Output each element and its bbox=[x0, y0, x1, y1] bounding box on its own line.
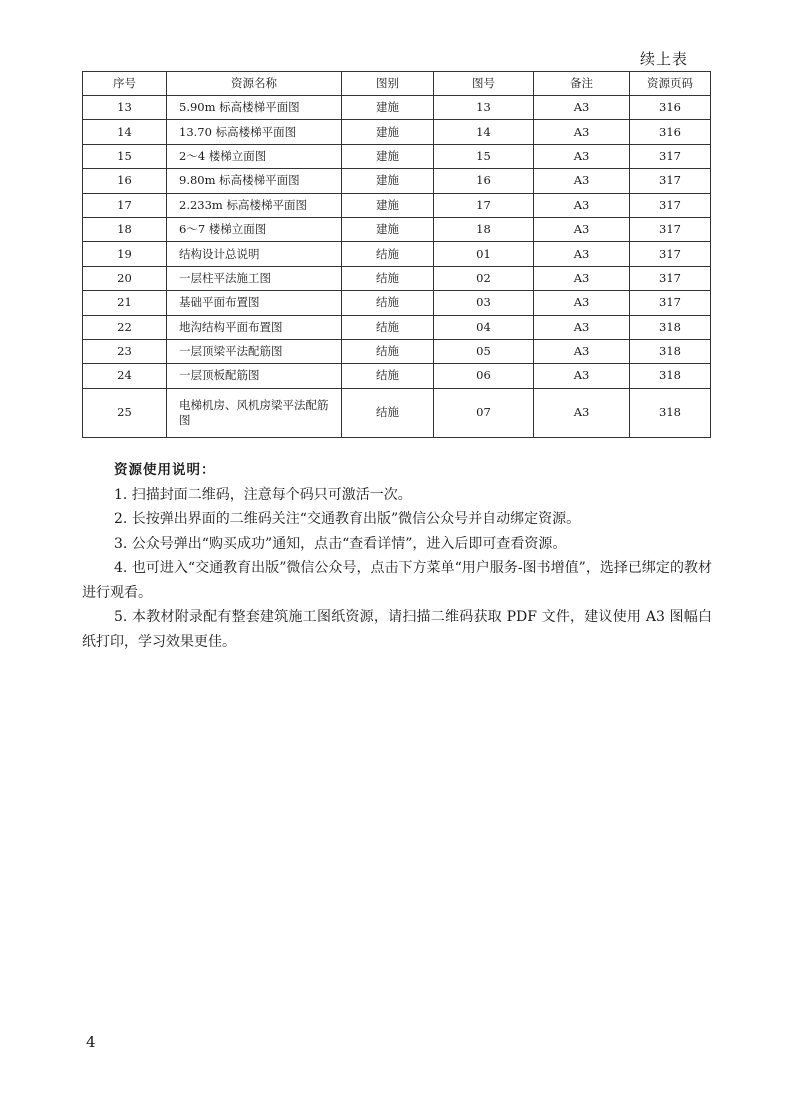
cell-page: 317 bbox=[630, 291, 711, 315]
cell-drawing-no: 04 bbox=[434, 315, 534, 339]
cell-resource-name: 5.90m 标高楼梯平面图 bbox=[167, 96, 342, 120]
table-row bbox=[83, 169, 711, 193]
cell-index: 24 bbox=[83, 364, 167, 388]
cell-resource-name: 基础平面布置图 bbox=[167, 291, 342, 315]
cell-index: 13 bbox=[83, 96, 167, 120]
note-item: 4. 也可进入“交通教育出版”微信公众号，点击下方菜单“用户服务-图书增值”，选择已绑定的教材进行观看。 bbox=[82, 560, 712, 601]
cell-drawing-no: 03 bbox=[434, 291, 534, 315]
cell-resource-name: 2.233m 标高楼梯平面图 bbox=[167, 193, 342, 217]
note-item: 2. 长按弹出界面的二维码关注“交通教育出版”微信公众号并自动绑定资源。 bbox=[114, 511, 581, 527]
table-row bbox=[83, 242, 711, 266]
cell-resource-name: 地沟结构平面布置图 bbox=[167, 315, 342, 339]
cell-category: 建施 bbox=[342, 169, 434, 193]
cell-resource-name: 一层顶板配筋图 bbox=[167, 364, 342, 388]
cell-drawing-no: 01 bbox=[434, 242, 534, 266]
cell-remark: A3 bbox=[534, 96, 630, 120]
cell-index: 17 bbox=[83, 193, 167, 217]
cell-remark: A3 bbox=[534, 242, 630, 266]
cell-drawing-no: 16 bbox=[434, 169, 534, 193]
cell-drawing-no: 15 bbox=[434, 144, 534, 168]
cell-category: 结施 bbox=[342, 315, 434, 339]
cell-page: 316 bbox=[630, 120, 711, 144]
cell-category: 结施 bbox=[342, 291, 434, 315]
cell-page: 317 bbox=[630, 266, 711, 290]
cell-drawing-no: 02 bbox=[434, 266, 534, 290]
resource-table bbox=[82, 71, 711, 438]
cell-category: 结施 bbox=[342, 388, 434, 437]
cell-resource-name: 6～7 楼梯立面图 bbox=[167, 217, 342, 241]
cell-index: 16 bbox=[83, 169, 167, 193]
cell-remark: A3 bbox=[534, 217, 630, 241]
cell-page: 318 bbox=[630, 388, 711, 437]
cell-remark: A3 bbox=[534, 388, 630, 437]
cell-remark: A3 bbox=[534, 364, 630, 388]
cell-drawing-no: 05 bbox=[434, 339, 534, 363]
cell-category: 建施 bbox=[342, 120, 434, 144]
cell-page: 316 bbox=[630, 96, 711, 120]
cell-resource-name: 一层柱平法施工图 bbox=[167, 266, 342, 290]
note-item: 3. 公众号弹出“购买成功”通知，点击“查看详情”，进入后即可查看资源。 bbox=[114, 535, 567, 552]
cell-drawing-no: 06 bbox=[434, 364, 534, 388]
notes-title: 资源使用说明： bbox=[114, 462, 216, 478]
cell-category: 建施 bbox=[342, 217, 434, 241]
continued-label: 续上表 bbox=[639, 50, 688, 68]
cell-index: 22 bbox=[83, 315, 167, 339]
table-row bbox=[83, 120, 711, 144]
table-row bbox=[83, 388, 711, 437]
header-page: 资源页码 bbox=[630, 72, 711, 96]
cell-page: 317 bbox=[630, 144, 711, 168]
table-row bbox=[83, 266, 711, 290]
cell-resource-name: 结构设计总说明 bbox=[167, 242, 342, 266]
header-drawing-no: 图号 bbox=[434, 72, 534, 96]
cell-page: 318 bbox=[630, 315, 711, 339]
cell-index: 18 bbox=[83, 217, 167, 241]
page-number: 4 bbox=[86, 1033, 96, 1051]
cell-category: 建施 bbox=[342, 144, 434, 168]
cell-category: 建施 bbox=[342, 96, 434, 120]
cell-index: 15 bbox=[83, 144, 167, 168]
header-category: 图别 bbox=[342, 72, 434, 96]
cell-remark: A3 bbox=[534, 291, 630, 315]
cell-drawing-no: 17 bbox=[434, 193, 534, 217]
header-resource-name: 资源名称 bbox=[167, 72, 342, 96]
table-row bbox=[83, 364, 711, 388]
cell-index: 14 bbox=[83, 120, 167, 144]
cell-resource-name: 9.80m 标高楼梯平面图 bbox=[167, 169, 342, 193]
table-row bbox=[83, 193, 711, 217]
table-header-row bbox=[83, 72, 711, 96]
cell-remark: A3 bbox=[534, 169, 630, 193]
cell-drawing-no: 07 bbox=[434, 388, 534, 437]
cell-category: 建施 bbox=[342, 193, 434, 217]
cell-index: 23 bbox=[83, 339, 167, 363]
cell-page: 318 bbox=[630, 339, 711, 363]
cell-index: 19 bbox=[83, 242, 167, 266]
header-index: 序号 bbox=[83, 72, 167, 96]
cell-remark: A3 bbox=[534, 144, 630, 168]
cell-page: 318 bbox=[630, 364, 711, 388]
cell-index: 25 bbox=[83, 388, 167, 437]
cell-drawing-no: 18 bbox=[434, 217, 534, 241]
cell-category: 结施 bbox=[342, 242, 434, 266]
table-row bbox=[83, 315, 711, 339]
cell-remark: A3 bbox=[534, 315, 630, 339]
cell-index: 20 bbox=[83, 266, 167, 290]
table-row bbox=[83, 96, 711, 120]
cell-remark: A3 bbox=[534, 193, 630, 217]
table-row bbox=[83, 291, 711, 315]
header-remark: 备注 bbox=[534, 72, 630, 96]
cell-page: 317 bbox=[630, 169, 711, 193]
table-row bbox=[83, 144, 711, 168]
cell-page: 317 bbox=[630, 217, 711, 241]
cell-remark: A3 bbox=[534, 266, 630, 290]
cell-resource-name: 电梯机房、风机房梁平法配筋图 bbox=[167, 388, 342, 437]
cell-resource-name: 一层顶梁平法配筋图 bbox=[167, 339, 342, 363]
cell-remark: A3 bbox=[534, 120, 630, 144]
cell-index: 21 bbox=[83, 291, 167, 315]
cell-drawing-no: 13 bbox=[434, 96, 534, 120]
usage-notes bbox=[82, 458, 712, 654]
cell-category: 结施 bbox=[342, 364, 434, 388]
cell-category: 结施 bbox=[342, 266, 434, 290]
cell-page: 317 bbox=[630, 193, 711, 217]
note-item: 1. 扫描封面二维码，注意每个码只可激活一次。 bbox=[114, 486, 412, 503]
cell-page: 317 bbox=[630, 242, 711, 266]
cell-resource-name: 13.70 标高楼梯平面图 bbox=[167, 120, 342, 144]
table-row bbox=[83, 217, 711, 241]
cell-remark: A3 bbox=[534, 339, 630, 363]
table-row bbox=[83, 339, 711, 363]
cell-resource-name: 2～4 楼梯立面图 bbox=[167, 144, 342, 168]
note-item: 5. 本教材附录配有整套建筑施工图纸资源，请扫描二维码获取 PDF 文件，建议使用 A3 图幅白纸打印，学习效果更佳。 bbox=[82, 609, 712, 650]
cell-drawing-no: 14 bbox=[434, 120, 534, 144]
cell-category: 结施 bbox=[342, 339, 434, 363]
